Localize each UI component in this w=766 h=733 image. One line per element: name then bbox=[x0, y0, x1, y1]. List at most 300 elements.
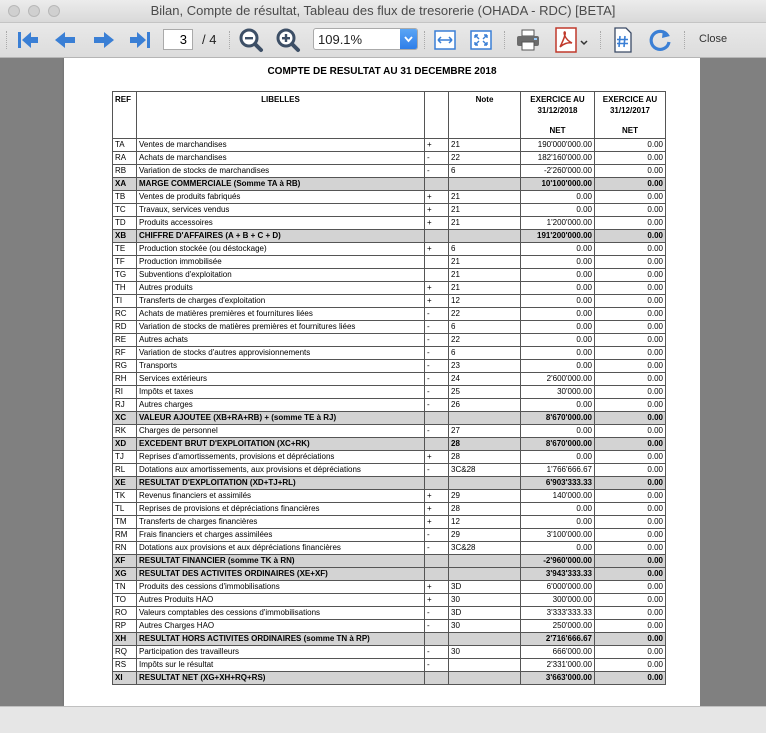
row-note bbox=[449, 178, 521, 191]
row-ref: RQ bbox=[113, 646, 137, 659]
row-ref: RH bbox=[113, 373, 137, 386]
row-value-2018: 0.00 bbox=[521, 347, 595, 360]
row-note: 6 bbox=[449, 347, 521, 360]
hash-button[interactable] bbox=[609, 26, 637, 54]
row-ref: TE bbox=[113, 243, 137, 256]
row-label: Autres charges bbox=[137, 399, 425, 412]
row-label: Autres Produits HAO bbox=[137, 594, 425, 607]
row-label: MARGE COMMERCIALE (Somme TA à RB) bbox=[137, 178, 425, 191]
row-value-2017: 0.00 bbox=[595, 555, 666, 568]
toolbar-separator bbox=[684, 31, 686, 49]
row-sign: - bbox=[425, 165, 449, 178]
row-value-2017: 0.00 bbox=[595, 659, 666, 672]
row-value-2018: 190'000'000.00 bbox=[521, 139, 595, 152]
row-value-2017: 0.00 bbox=[595, 269, 666, 282]
row-label: Reprises d'amortissements, provisions et dépréciations bbox=[137, 451, 425, 464]
row-sign: + bbox=[425, 594, 449, 607]
row-sign bbox=[425, 438, 449, 451]
row-label: Autres produits bbox=[137, 282, 425, 295]
fit-width-button[interactable] bbox=[431, 26, 459, 54]
row-value-2018: 250'000.00 bbox=[521, 620, 595, 633]
row-note bbox=[449, 672, 521, 685]
row-label: EXCEDENT BRUT D'EXPLOITATION (XC+RK) bbox=[137, 438, 425, 451]
row-note bbox=[449, 230, 521, 243]
table-row bbox=[113, 217, 666, 230]
row-value-2017: 0.00 bbox=[595, 399, 666, 412]
row-value-2018: 0.00 bbox=[521, 308, 595, 321]
row-value-2017: 0.00 bbox=[595, 152, 666, 165]
table-row bbox=[113, 581, 666, 594]
row-sign bbox=[425, 412, 449, 425]
row-sign: - bbox=[425, 464, 449, 477]
report-title: COMPTE DE RESULTAT AU 31 DECEMBRE 2018 bbox=[267, 66, 497, 77]
row-sign bbox=[425, 269, 449, 282]
table-row bbox=[113, 334, 666, 347]
row-note: 21 bbox=[449, 204, 521, 217]
window-titlebar bbox=[0, 0, 766, 23]
zoom-out-icon bbox=[238, 27, 264, 53]
row-label: RESULTAT HORS ACTIVITES ORDINAIRES (somme TN à RP) bbox=[137, 633, 425, 646]
row-ref: RF bbox=[113, 347, 137, 360]
row-note: 23 bbox=[449, 360, 521, 373]
row-note: 3C&28 bbox=[449, 542, 521, 555]
row-value-2017: 0.00 bbox=[595, 529, 666, 542]
row-note: 21 bbox=[449, 256, 521, 269]
printer-icon bbox=[515, 28, 541, 52]
row-value-2017: 0.00 bbox=[595, 425, 666, 438]
row-value-2018: 8'670'000.00 bbox=[521, 438, 595, 451]
row-note: 21 bbox=[449, 282, 521, 295]
fit-width-icon bbox=[433, 28, 457, 52]
row-ref: XA bbox=[113, 178, 137, 191]
row-sign: - bbox=[425, 646, 449, 659]
row-note: 24 bbox=[449, 373, 521, 386]
toolbar bbox=[0, 23, 766, 58]
row-label: Variation de stocks de matières premières et fournitures liées bbox=[137, 321, 425, 334]
row-ref: RE bbox=[113, 334, 137, 347]
row-sign: + bbox=[425, 516, 449, 529]
row-ref: XI bbox=[113, 672, 137, 685]
row-value-2018: 6'000'000.00 bbox=[521, 581, 595, 594]
row-ref: TG bbox=[113, 269, 137, 282]
row-ref: TH bbox=[113, 282, 137, 295]
row-label: RESULTAT D'EXPLOITATION (XD+TJ+RL) bbox=[137, 477, 425, 490]
table-row bbox=[113, 321, 666, 334]
row-ref: TF bbox=[113, 256, 137, 269]
toolbar-separator bbox=[229, 31, 231, 49]
row-ref: RO bbox=[113, 607, 137, 620]
row-label: Revenus financiers et assimilés bbox=[137, 490, 425, 503]
first-page-button[interactable] bbox=[14, 26, 42, 54]
viewer-margin bbox=[700, 58, 766, 706]
row-note: 21 bbox=[449, 139, 521, 152]
row-value-2018: 3'943'333.33 bbox=[521, 568, 595, 581]
row-sign: + bbox=[425, 282, 449, 295]
report-body bbox=[113, 139, 666, 685]
row-label: Transferts de charges d'exploitation bbox=[137, 295, 425, 308]
row-value-2017: 0.00 bbox=[595, 347, 666, 360]
income-statement-table bbox=[112, 91, 666, 685]
row-value-2017: 0.00 bbox=[595, 477, 666, 490]
row-label: Services extérieurs bbox=[137, 373, 425, 386]
row-note: 21 bbox=[449, 217, 521, 230]
row-value-2018: 0.00 bbox=[521, 542, 595, 555]
row-value-2018: 0.00 bbox=[521, 399, 595, 412]
table-row bbox=[113, 451, 666, 464]
row-label: Participation des travailleurs bbox=[137, 646, 425, 659]
row-ref: TL bbox=[113, 503, 137, 516]
table-row bbox=[113, 594, 666, 607]
row-ref: RC bbox=[113, 308, 137, 321]
hash-document-icon bbox=[612, 27, 634, 53]
row-label: Variation de stocks de marchandises bbox=[137, 165, 425, 178]
row-value-2017: 0.00 bbox=[595, 516, 666, 529]
row-label: Autres Charges HAO bbox=[137, 620, 425, 633]
row-sign: + bbox=[425, 204, 449, 217]
row-ref: RI bbox=[113, 386, 137, 399]
row-sign: - bbox=[425, 347, 449, 360]
table-row bbox=[113, 347, 666, 360]
row-value-2018: 30'000.00 bbox=[521, 386, 595, 399]
row-value-2018: 0.00 bbox=[521, 204, 595, 217]
row-ref: RL bbox=[113, 464, 137, 477]
row-value-2017: 0.00 bbox=[595, 672, 666, 685]
row-value-2018: -2'260'000.00 bbox=[521, 165, 595, 178]
row-value-2017: 0.00 bbox=[595, 542, 666, 555]
arrow-right-icon bbox=[92, 29, 116, 51]
table-row bbox=[113, 295, 666, 308]
table-row bbox=[113, 516, 666, 529]
row-label: Reprises de provisions et dépréciations financières bbox=[137, 503, 425, 516]
row-sign: + bbox=[425, 581, 449, 594]
row-label: Autres achats bbox=[137, 334, 425, 347]
row-label: Charges de personnel bbox=[137, 425, 425, 438]
row-sign: + bbox=[425, 295, 449, 308]
page-count: / 4 bbox=[202, 32, 217, 47]
header-ref: REF bbox=[113, 92, 137, 139]
row-value-2017: 0.00 bbox=[595, 165, 666, 178]
row-note: 30 bbox=[449, 620, 521, 633]
row-value-2017: 0.00 bbox=[595, 191, 666, 204]
row-ref: RN bbox=[113, 542, 137, 555]
row-label: Produits accessoires bbox=[137, 217, 425, 230]
row-value-2017: 0.00 bbox=[595, 464, 666, 477]
row-ref: RS bbox=[113, 659, 137, 672]
refresh-button[interactable] bbox=[646, 26, 674, 54]
row-sign: + bbox=[425, 243, 449, 256]
row-value-2018: 2'600'000.00 bbox=[521, 373, 595, 386]
header-exercise-2018: EXERCICE AU 31/12/2018 NET bbox=[521, 92, 595, 139]
row-value-2017: 0.00 bbox=[595, 620, 666, 633]
row-value-2018: 666'000.00 bbox=[521, 646, 595, 659]
header-exercise-2017: EXERCICE AU 31/12/2017 NET bbox=[595, 92, 666, 139]
row-note bbox=[449, 412, 521, 425]
row-label: Subventions d'exploitation bbox=[137, 269, 425, 282]
row-sign: - bbox=[425, 542, 449, 555]
row-label: Impôts et taxes bbox=[137, 386, 425, 399]
row-ref: XE bbox=[113, 477, 137, 490]
row-sign bbox=[425, 178, 449, 191]
pdf-icon bbox=[554, 27, 592, 53]
row-note bbox=[449, 568, 521, 581]
fit-page-button[interactable] bbox=[467, 26, 495, 54]
table-row bbox=[113, 204, 666, 217]
document-viewer[interactable] bbox=[0, 58, 766, 706]
row-ref: TJ bbox=[113, 451, 137, 464]
row-value-2018: 6'903'333.33 bbox=[521, 477, 595, 490]
row-sign: + bbox=[425, 490, 449, 503]
row-value-2018: 0.00 bbox=[521, 282, 595, 295]
row-label: Ventes de produits fabriqués bbox=[137, 191, 425, 204]
row-ref: TN bbox=[113, 581, 137, 594]
row-value-2017: 0.00 bbox=[595, 230, 666, 243]
row-note: 26 bbox=[449, 399, 521, 412]
refresh-icon bbox=[647, 27, 673, 53]
row-sign bbox=[425, 555, 449, 568]
row-ref: TD bbox=[113, 217, 137, 230]
row-value-2018: -2'960'000.00 bbox=[521, 555, 595, 568]
zoom-select[interactable] bbox=[313, 28, 418, 50]
row-sign: - bbox=[425, 334, 449, 347]
row-ref: TA bbox=[113, 139, 137, 152]
row-sign: - bbox=[425, 321, 449, 334]
row-value-2017: 0.00 bbox=[595, 646, 666, 659]
document-page bbox=[64, 58, 700, 706]
row-label: Achats de marchandises bbox=[137, 152, 425, 165]
close-button[interactable]: Close bbox=[699, 33, 728, 45]
row-value-2017: 0.00 bbox=[595, 204, 666, 217]
row-note: 28 bbox=[449, 438, 521, 451]
header-libelles: LIBELLES bbox=[137, 92, 425, 139]
row-ref: RG bbox=[113, 360, 137, 373]
row-note: 3C&28 bbox=[449, 464, 521, 477]
row-value-2018: 0.00 bbox=[521, 425, 595, 438]
row-label: Production stockée (ou déstockage) bbox=[137, 243, 425, 256]
row-value-2017: 0.00 bbox=[595, 178, 666, 191]
row-sign: - bbox=[425, 607, 449, 620]
row-ref: RJ bbox=[113, 399, 137, 412]
row-note: 22 bbox=[449, 152, 521, 165]
row-value-2018: 1'200'000.00 bbox=[521, 217, 595, 230]
row-ref: RB bbox=[113, 165, 137, 178]
row-value-2018: 0.00 bbox=[521, 256, 595, 269]
toolbar-separator bbox=[600, 31, 602, 49]
table-row bbox=[113, 620, 666, 633]
row-ref: RP bbox=[113, 620, 137, 633]
row-value-2017: 0.00 bbox=[595, 386, 666, 399]
row-note: 12 bbox=[449, 295, 521, 308]
table-row bbox=[113, 529, 666, 542]
row-ref: RA bbox=[113, 152, 137, 165]
table-row bbox=[113, 464, 666, 477]
print-button[interactable] bbox=[514, 26, 542, 54]
row-value-2018: 140'000.00 bbox=[521, 490, 595, 503]
row-label: VALEUR AJOUTEE (XB+RA+RB) + (somme TE à RJ) bbox=[137, 412, 425, 425]
row-note: 21 bbox=[449, 269, 521, 282]
row-value-2017: 0.00 bbox=[595, 334, 666, 347]
table-row bbox=[113, 282, 666, 295]
zoom-out-button[interactable] bbox=[237, 26, 265, 54]
row-sign: - bbox=[425, 152, 449, 165]
row-sign bbox=[425, 230, 449, 243]
row-sign bbox=[425, 672, 449, 685]
zoom-value: 109.1% bbox=[318, 32, 363, 47]
row-ref: RK bbox=[113, 425, 137, 438]
row-ref: XF bbox=[113, 555, 137, 568]
row-ref: XC bbox=[113, 412, 137, 425]
row-sign: - bbox=[425, 308, 449, 321]
last-page-icon bbox=[128, 29, 152, 51]
row-sign bbox=[425, 477, 449, 490]
row-value-2018: 300'000.00 bbox=[521, 594, 595, 607]
chevron-down-icon bbox=[400, 29, 417, 49]
table-row bbox=[113, 243, 666, 256]
row-sign: - bbox=[425, 425, 449, 438]
row-value-2018: 0.00 bbox=[521, 516, 595, 529]
row-sign: - bbox=[425, 373, 449, 386]
row-label: Dotations aux provisions et aux dépréciations financières bbox=[137, 542, 425, 555]
row-value-2018: 0.00 bbox=[521, 191, 595, 204]
row-value-2017: 0.00 bbox=[595, 373, 666, 386]
row-note bbox=[449, 633, 521, 646]
row-sign: + bbox=[425, 451, 449, 464]
row-value-2018: 1'766'666.67 bbox=[521, 464, 595, 477]
row-label: Valeurs comptables des cessions d'immobilisations bbox=[137, 607, 425, 620]
window-title: Bilan, Compte de résultat, Tableau des flux de tresorerie (OHADA - RDC) [BETA] bbox=[150, 3, 616, 18]
table-row bbox=[113, 490, 666, 503]
row-value-2017: 0.00 bbox=[595, 321, 666, 334]
row-ref: TI bbox=[113, 295, 137, 308]
row-sign: + bbox=[425, 139, 449, 152]
row-note: 27 bbox=[449, 425, 521, 438]
table-row bbox=[113, 360, 666, 373]
row-value-2018: 10'100'000.00 bbox=[521, 178, 595, 191]
row-label: CHIFFRE D'AFFAIRES (A + B + C + D) bbox=[137, 230, 425, 243]
table-row bbox=[113, 438, 666, 451]
row-value-2018: 8'670'000.00 bbox=[521, 412, 595, 425]
header-note: Note bbox=[449, 92, 521, 139]
table-row bbox=[113, 152, 666, 165]
row-sign: - bbox=[425, 529, 449, 542]
row-note bbox=[449, 659, 521, 672]
row-value-2018: 3'100'000.00 bbox=[521, 529, 595, 542]
row-label: Transports bbox=[137, 360, 425, 373]
header-sign bbox=[425, 92, 449, 139]
row-note: 29 bbox=[449, 490, 521, 503]
table-row bbox=[113, 373, 666, 386]
row-value-2017: 0.00 bbox=[595, 451, 666, 464]
row-sign: - bbox=[425, 659, 449, 672]
table-row bbox=[113, 191, 666, 204]
row-value-2017: 0.00 bbox=[595, 256, 666, 269]
row-label: Impôts sur le résultat bbox=[137, 659, 425, 672]
row-label: Production immobilisée bbox=[137, 256, 425, 269]
last-page-button[interactable] bbox=[126, 26, 154, 54]
row-label: Frais financiers et charges assimilées bbox=[137, 529, 425, 542]
table-row bbox=[113, 412, 666, 425]
row-value-2017: 0.00 bbox=[595, 581, 666, 594]
row-ref: XH bbox=[113, 633, 137, 646]
row-value-2018: 0.00 bbox=[521, 295, 595, 308]
row-note: 22 bbox=[449, 308, 521, 321]
row-note bbox=[449, 555, 521, 568]
row-value-2017: 0.00 bbox=[595, 243, 666, 256]
row-ref: RM bbox=[113, 529, 137, 542]
row-value-2017: 0.00 bbox=[595, 412, 666, 425]
row-value-2018: 2'331'000.00 bbox=[521, 659, 595, 672]
row-note: 3D bbox=[449, 607, 521, 620]
row-value-2017: 0.00 bbox=[595, 568, 666, 581]
row-label: RESULTAT DES ACTIVITES ORDINAIRES (XE+XF) bbox=[137, 568, 425, 581]
row-value-2018: 0.00 bbox=[521, 243, 595, 256]
previous-page-button[interactable] bbox=[51, 26, 79, 54]
row-sign: + bbox=[425, 217, 449, 230]
row-value-2017: 0.00 bbox=[595, 438, 666, 451]
row-value-2017: 0.00 bbox=[595, 139, 666, 152]
table-row bbox=[113, 425, 666, 438]
row-value-2018: 182'160'000.00 bbox=[521, 152, 595, 165]
table-row bbox=[113, 646, 666, 659]
table-row bbox=[113, 256, 666, 269]
row-label: Produits des cessions d'immobilisations bbox=[137, 581, 425, 594]
row-label: Achats de matières premières et fournitures liées bbox=[137, 308, 425, 321]
row-label: Dotations aux amortissements, aux provisions et dépréciations bbox=[137, 464, 425, 477]
row-note: 28 bbox=[449, 451, 521, 464]
arrow-left-icon bbox=[53, 29, 77, 51]
row-sign: + bbox=[425, 503, 449, 516]
next-page-button[interactable] bbox=[90, 26, 118, 54]
table-row bbox=[113, 139, 666, 152]
row-value-2018: 0.00 bbox=[521, 334, 595, 347]
row-label: Transferts de charges financières bbox=[137, 516, 425, 529]
row-value-2017: 0.00 bbox=[595, 217, 666, 230]
page-number-input[interactable]: 3 bbox=[163, 29, 193, 50]
zoom-in-button[interactable] bbox=[274, 26, 302, 54]
table-row bbox=[113, 503, 666, 516]
row-value-2017: 0.00 bbox=[595, 594, 666, 607]
fit-page-icon bbox=[469, 28, 493, 52]
zoom-in-icon bbox=[275, 27, 301, 53]
table-row bbox=[113, 659, 666, 672]
table-row bbox=[113, 308, 666, 321]
row-note: 3D bbox=[449, 581, 521, 594]
row-value-2018: 3'663'000.00 bbox=[521, 672, 595, 685]
row-ref: TC bbox=[113, 204, 137, 217]
toolbar-separator bbox=[424, 31, 426, 49]
row-value-2018: 3'333'333.33 bbox=[521, 607, 595, 620]
row-sign bbox=[425, 256, 449, 269]
table-row bbox=[113, 477, 666, 490]
row-ref: RD bbox=[113, 321, 137, 334]
row-value-2018: 0.00 bbox=[521, 269, 595, 282]
row-ref: TK bbox=[113, 490, 137, 503]
row-label: Variation de stocks d'autres approvisionnements bbox=[137, 347, 425, 360]
row-note: 12 bbox=[449, 516, 521, 529]
row-value-2017: 0.00 bbox=[595, 633, 666, 646]
row-value-2017: 0.00 bbox=[595, 308, 666, 321]
row-value-2018: 0.00 bbox=[521, 451, 595, 464]
row-sign: - bbox=[425, 399, 449, 412]
status-bar bbox=[0, 706, 766, 733]
export-pdf-button[interactable] bbox=[553, 26, 593, 54]
first-page-icon bbox=[16, 29, 40, 51]
row-value-2017: 0.00 bbox=[595, 360, 666, 373]
row-sign: + bbox=[425, 191, 449, 204]
toolbar-separator bbox=[504, 31, 506, 49]
table-row bbox=[113, 555, 666, 568]
row-note: 22 bbox=[449, 334, 521, 347]
row-value-2018: 191'200'000.00 bbox=[521, 230, 595, 243]
